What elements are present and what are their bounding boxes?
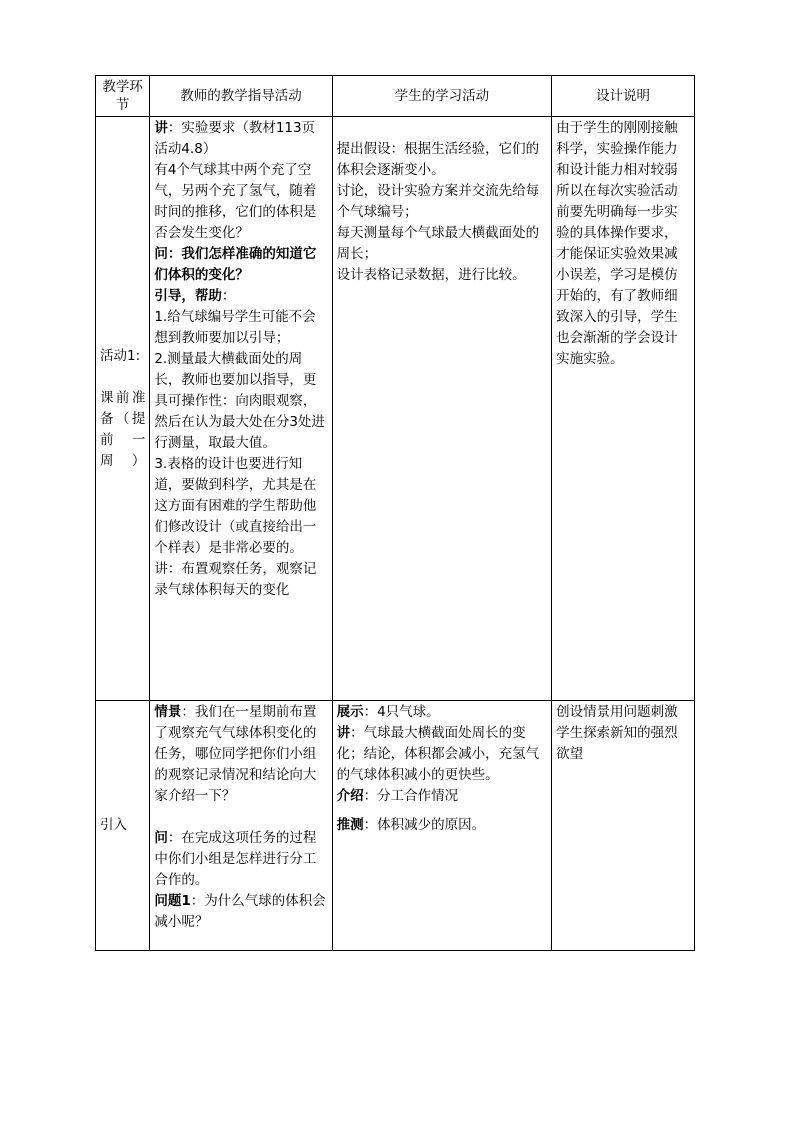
teacher-activity-cell	[150, 701, 332, 951]
teacher-line: 讲：布置观察任务，观察记录气球体积每天的变化	[154, 561, 317, 598]
student-line: 每天测量每个气球最大横截面处的周长；	[336, 225, 540, 262]
student-activity-cell	[332, 701, 552, 951]
stage-label: 活动1:	[100, 347, 141, 364]
design-text: 由于学生的刚刚接触科学，实验操作能力和设计能力相对较弱所以在每次实验活动前要先明确每一步实验的具体操作要求，才能保证实验效果减小误差，学习是模仿开始的，有了教师细致深入的引导，学生也会渐渐的学会设计实施实验。	[556, 120, 678, 367]
header-design-notes: 设计说明	[552, 76, 695, 117]
teacher-line: 讲：实验要求（教材113页活动4.8）	[154, 120, 316, 157]
teacher-line: 2.测量最大横截面处的周长，教师也要加以指导，更具可操作性：向肉眼观察，然后在认为最大处在分3处进行测量，取最大值。	[154, 351, 325, 451]
teacher-line: 问：我们怎样准确的知道它们体积的变化？	[154, 246, 317, 283]
table-row-activity1	[96, 117, 695, 701]
header-row	[96, 76, 695, 117]
header-stage: 教学环节	[96, 76, 150, 117]
teacher-line: 问：在完成这项任务的过程中你们小组是怎样进行分工合作的。	[154, 830, 317, 888]
teacher-activity-cell	[150, 117, 332, 701]
table-row-intro	[96, 701, 695, 951]
student-line: 推测：体积减少的原因。	[336, 817, 486, 833]
stage-sublabel: 课前准备（提前一周）	[100, 389, 146, 469]
lesson-plan-table	[95, 75, 695, 951]
student-line: 介绍：分工合作情况	[336, 788, 459, 804]
student-line: 设计表格记录数据，进行比较。	[336, 267, 526, 283]
student-line: 提出假设：根据生活经验，它们的体积会逐渐变小。	[336, 141, 540, 178]
student-activity-cell	[332, 117, 552, 701]
stage-label: 引入	[100, 817, 127, 833]
student-line: 讲：气球最大横截面处周长的变化；结论，体积都会减小，充氢气的气球体积减小的更快些。	[336, 725, 540, 783]
stage-cell-activity1	[96, 117, 150, 701]
design-text: 创设情景用问题刺激学生探索新知的强烈欲望	[556, 704, 678, 762]
student-line: 讨论，设计实验方案并交流先给每个气球编号；	[336, 183, 540, 220]
teacher-line: 3.表格的设计也要进行知道，要做到科学，尤其是在这方面有困难的学生帮助他们修改设计（或直接给出一个样表）是非常必要的。	[154, 456, 317, 556]
stage-cell-intro	[96, 701, 150, 951]
header-teacher-activity: 教师的教学指导活动	[150, 76, 332, 117]
teacher-line: 引导，帮助：	[154, 288, 236, 304]
header-student-activity: 学生的学习活动	[332, 76, 552, 117]
teacher-line: 情景：我们在一星期前布置了观察充气气球体积变化的任务，哪位同学把你们小组的观察记录情况和结论向大家介绍一下？	[154, 704, 317, 804]
teacher-line: 1.给气球编号学生可能不会想到教师要加以引导；	[154, 309, 316, 346]
student-line: 展示：4只气球。	[336, 704, 440, 720]
design-notes-cell	[552, 117, 695, 701]
teacher-line: 问题1：为什么气球的体积会减小呢？	[154, 893, 326, 930]
design-notes-cell	[552, 701, 695, 951]
teacher-line: 有4个气球其中两个充了空气，另两个充了氢气，随着时间的推移，它们的体积是否会发生变化？	[154, 162, 317, 241]
